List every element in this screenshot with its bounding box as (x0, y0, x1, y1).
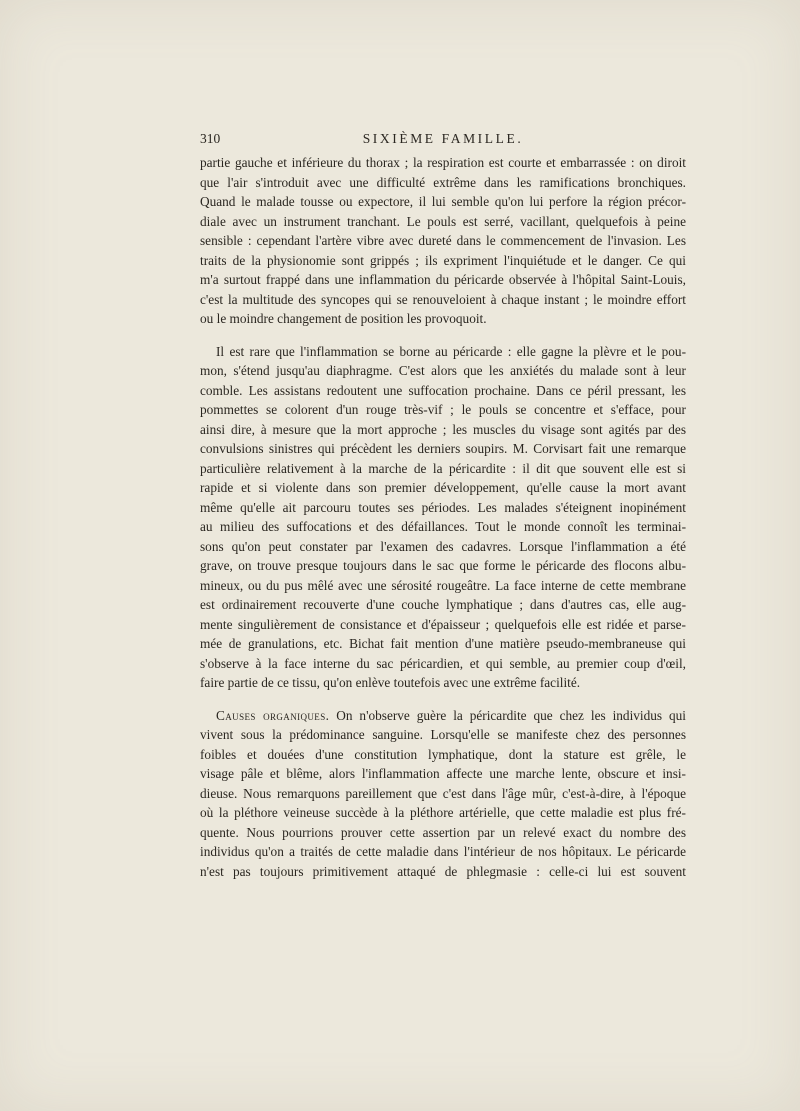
text-line: visage pâle et blême, alors l'inflammation affecte une marche lente, obscure et insi- (200, 766, 686, 781)
page-body (200, 153, 686, 881)
text-line: grave, on trouve presque toujours dans le sac que forme le péricarde des flocons albu- (200, 558, 686, 573)
text-line: mente singulièrement de consistance et d'épaisseur ; quelquefois elle est ridée et parse- (200, 616, 686, 632)
text-line: faire partie de ce tissu, qu'on enlève toutefois avec une extrême facilité. (200, 675, 581, 690)
running-head: SIXIÈME FAMILLE. (362, 131, 524, 146)
text-line: rapide et si violente dans son premier développement, qu'elle cause la mort avant (200, 480, 686, 495)
text-line: c'est la multitude des syncopes qui se renouveloient à chaque instant ; le moindre effort (200, 291, 686, 307)
text-line: n'est pas toujours primitivement attaqué de phlegmasie : celle-ci lui est souvent (200, 863, 686, 879)
text-line: ainsi dire, à mesure que la mort approche ; les muscles du visage sont agités par des (200, 421, 686, 437)
paragraph-3 (200, 706, 686, 882)
text-line: particulière relativement à la marche de la péricardite : il dit que souvent elle est si (200, 460, 686, 476)
text-line: ou le moindre changement de position les provoquoit. (200, 311, 487, 326)
text-line: comble. Les assistans redoutent une suffocation prochaine. Dans ce péril pressant, les (200, 382, 686, 398)
text-line: foibles et douées d'une constitution lymphatique, dont la stature est grêle, le (200, 746, 686, 762)
text-line: partie gauche et inférieure du thorax ; la respiration est courte et embarrassée : on diroit (200, 155, 686, 170)
text-line: individus qu'on a traités de cette maladie dans l'intérieur de nos hôpitaux. Le péricarde (200, 844, 686, 859)
text-line: même qu'elle ait parcouru toutes ses périodes. Les malades s'éteignent inopinément (200, 499, 686, 515)
text-line: que l'air s'introduit avec une difficulté extrême dans les ramifications bronchiques. (200, 174, 686, 190)
text-line: Il est rare que l'inflammation se borne au péricarde : elle gagne la plèvre et le pou- (216, 343, 686, 359)
paragraph-1 (200, 153, 686, 329)
text-line: diale avec un instrument tranchant. Le pouls est serré, vacillant, quelquefois à peine (200, 213, 686, 229)
text-line-with-heading (200, 706, 686, 726)
text-line: sons qu'on peut constater par l'examen des cadavres. Lorsque l'inflammation a été (200, 538, 686, 554)
text-line: vivent sous la prédominance sanguine. Lorsqu'elle se manifeste chez des personnes (200, 727, 686, 742)
text-line: m'a surtout frappé dans une inflammation du péricarde observée à l'hôpital Saint-Louis, (200, 272, 686, 287)
text-line: dieuse. Nous remarquons pareillement que c'est dans l'âge mûr, c'est-à-dire, à l'époque (200, 785, 686, 801)
text-line: mée de granulations, etc. Bichat fait mention d'une matière pseudo-membraneuse qui (200, 636, 686, 651)
text-line: sensible : cependant l'artère vibre avec dureté dans le commencement de l'invasion. Les (200, 233, 686, 248)
text-line: au milieu des suffocations et des défaillances. Tout le monde connoît les terminai- (200, 519, 686, 534)
heading-line-text: On n'observe guère la péricardite que chez les individus qui (329, 707, 686, 723)
text-line: où la pléthore veineuse succède à la pléthore artérielle, que cette maladie est plus fré- (200, 805, 686, 820)
text-line: mineux, ou du pus mêlé avec une sérosité rougeâtre. La face interne de cette membrane (200, 577, 686, 593)
text-line: convulsions sinistres qui précèdent les derniers soupirs. M. Corvisart fait une remarque (200, 441, 686, 456)
text-line: s'observe à la face interne du sac péricardien, et qui semble, au premier coup d'œil, (200, 655, 686, 671)
text-line: est ordinairement recouverte d'une couche lymphatique ; dans d'autres cas, elle aug- (200, 597, 686, 612)
page-number: 310 (200, 131, 221, 146)
text-line: traits de la physionomie sont grippés ; ils expriment l'inquiétude et le danger. Ce qui (200, 252, 686, 268)
text-line: mon, s'étend jusqu'au diaphragme. C'est alors que les anxiétés du malade sont à leur (200, 363, 686, 378)
section-heading: Causes organiques. (216, 707, 330, 723)
text-line: Quand le malade tousse ou expectore, il lui semble qu'on lui perfore la région précor- (200, 194, 686, 209)
text-line: quente. Nous pourrions prouver cette assertion par un relevé exact du nombre des (200, 824, 686, 840)
text-line: pommettes se colorent d'un rouge très-vif ; le pouls se concentre et s'efface, pour (200, 402, 686, 417)
paragraph-2 (200, 342, 686, 693)
